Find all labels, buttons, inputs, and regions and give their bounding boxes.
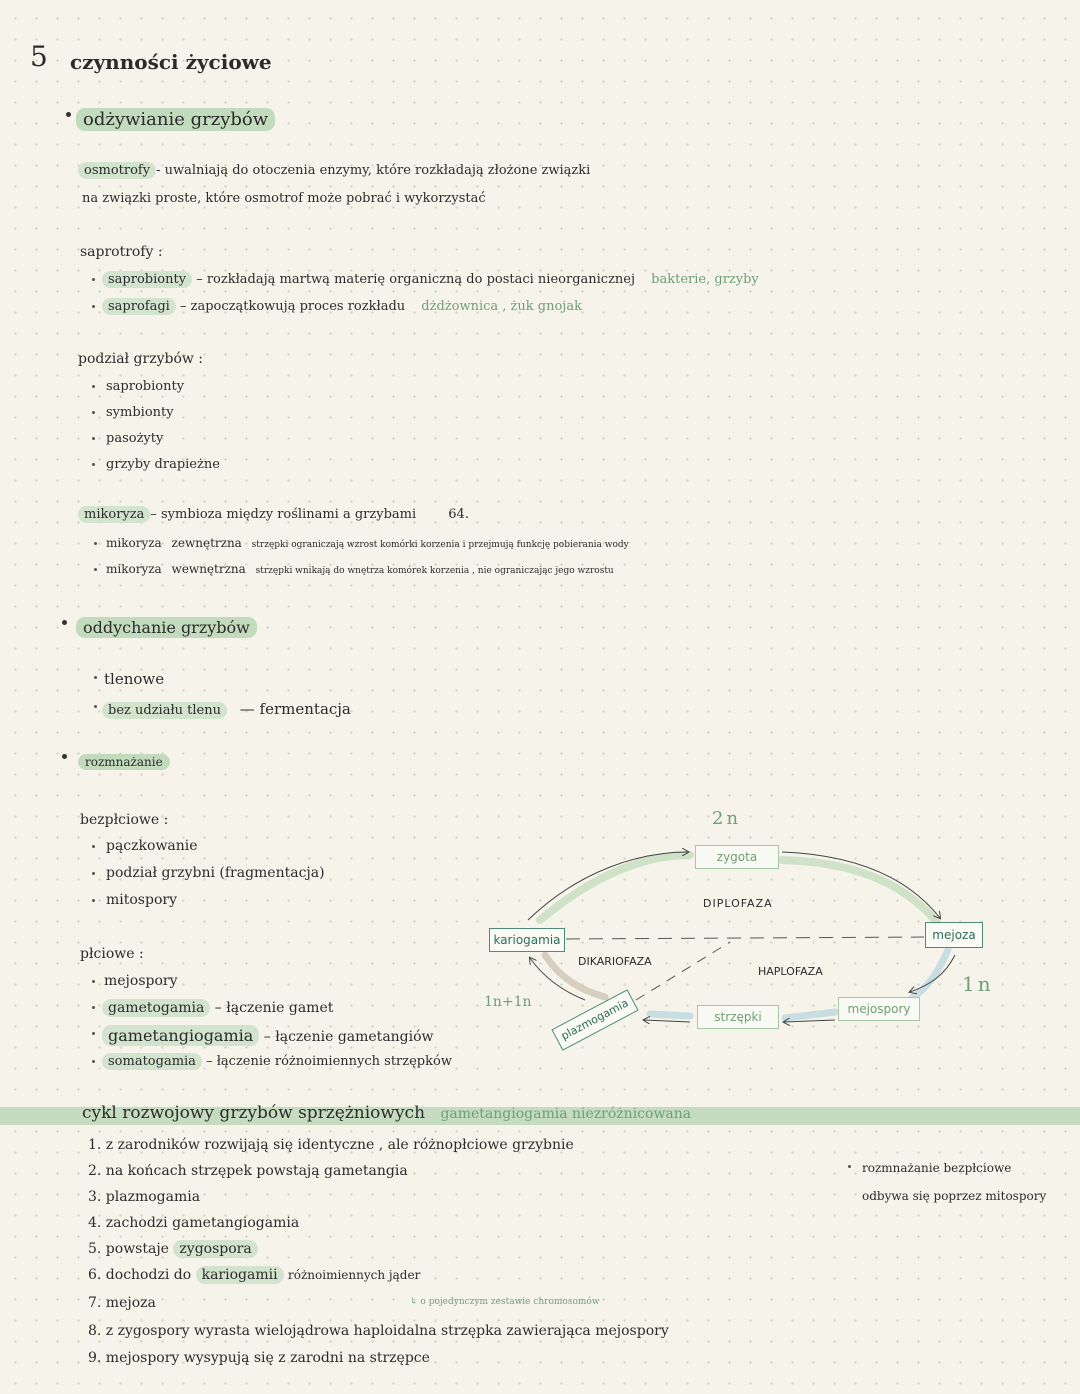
side-note-line: rozmnażanie bezpłciowe xyxy=(862,1161,1012,1175)
saprotroph-example: bakterie, grzyby xyxy=(651,272,759,287)
mycorrhiza-item-text: strzępki wnikają do wnętrza komórek korzenia , nie ograniczając jego wzrostu xyxy=(255,566,614,576)
division-label: podział grzybów : xyxy=(78,351,204,367)
reproduction-heading: rozmnażanie xyxy=(78,754,170,770)
sexual-text: – łączenie gamet xyxy=(214,1000,334,1016)
saprotroph-text: – rozkładają martwą materię organiczną do postaci nieorganicznej xyxy=(196,272,636,287)
respiration-heading: oddychanie grzybów xyxy=(76,617,257,638)
cycle-step: 1. z zarodników rozwijają się identyczne , ale różnopłciowe grzybnie xyxy=(88,1137,574,1153)
step-annotation xyxy=(410,1297,600,1307)
section-number: 5 xyxy=(30,40,48,73)
kariogamia-box: kariogamia xyxy=(489,928,565,952)
cycle-step: 2. na końcach strzępek powstają gametangia xyxy=(88,1163,408,1179)
step-text: 5. powstaje xyxy=(88,1241,169,1257)
cycle-step xyxy=(88,1267,420,1283)
saprotroph-term: saprofagi xyxy=(102,298,176,315)
saprotroph-term: saprobionty xyxy=(102,271,192,288)
mycorrhiza-item-term: mikoryza xyxy=(106,562,162,576)
step-text: 6. dochodzi do xyxy=(88,1267,192,1283)
nutrition-heading: odżywianie grzybów xyxy=(76,108,275,131)
diplophase-label: DIPLOFAZA xyxy=(703,897,773,910)
saprotrophs-label: saprotrofy : xyxy=(80,244,163,260)
asexual-item: podział grzybni (fragmentacja) xyxy=(106,865,325,881)
step-term: zygospora xyxy=(173,1240,257,1258)
sexual-item: mejospory xyxy=(104,973,178,989)
asexual-label: bezpłciowe : xyxy=(80,812,169,828)
division-item: symbionty xyxy=(106,405,174,420)
mejospory-box: mejospory xyxy=(838,997,920,1021)
cycle-step: 8. z zygospory wyrasta wielojądrowa haploidalna strzępka zawierająca mejospory xyxy=(88,1323,669,1339)
page-title: czynności życiowe xyxy=(70,50,272,74)
mejoza-box: mejoza xyxy=(925,922,983,948)
mycorrhiza-term: mikoryza xyxy=(78,506,150,523)
saprotroph-example: dżdżownica , żuk gnojak xyxy=(421,299,582,314)
cycle-step: 3. plazmogamia xyxy=(88,1189,201,1205)
phase-divider-diagonal xyxy=(636,942,730,1000)
phase-divider-dashed xyxy=(566,937,924,939)
respiration-aerobic: tlenowe xyxy=(104,670,165,688)
arrow-to-kariogamia xyxy=(530,958,585,1000)
label-1n: 1n xyxy=(962,972,994,996)
division-item: saprobionty xyxy=(106,379,185,394)
arrow-to-plazmogamia xyxy=(644,1020,690,1022)
step-text: różnoimiennych jąder xyxy=(288,1268,421,1282)
list-bullet xyxy=(848,1165,851,1168)
cycle-step: 9. mejospory wysypują się z zarodni na strzępce xyxy=(88,1350,430,1366)
label-1n-plus-1n: 1n+1n xyxy=(484,994,532,1010)
saprotroph-text: – zapoczątkowują proces rozkładu xyxy=(179,299,406,314)
cycle-title xyxy=(82,1103,691,1123)
osmotrophs-line-2: na związki proste, które osmotrof może pobrać i wykorzystać xyxy=(82,191,486,206)
mycorrhiza-item-kind: wewnętrzna xyxy=(171,562,246,576)
mycorrhiza-item-text: strzępki ograniczają wzrost komórki korzenia i przejmują funkcję pobierania wody xyxy=(251,540,629,550)
strzepki-box: strzępki xyxy=(697,1005,779,1029)
side-note-line: odbywa się poprzez mitospory xyxy=(862,1189,1047,1203)
mycorrhiza-text: – symbioza między roślinami a grzybami xyxy=(150,507,417,522)
osmotrophs-term: osmotrofy xyxy=(78,162,156,179)
asexual-item: pączkowanie xyxy=(106,838,198,854)
division-item: pasożyty xyxy=(106,431,164,446)
sexual-term: gametogamia xyxy=(102,999,210,1017)
osmotrophs-text: - uwalniają do otoczenia enzymy, które rozkładają złożone związki xyxy=(156,163,591,178)
asexual-item: mitospory xyxy=(106,892,177,908)
cycle-step xyxy=(88,1241,258,1257)
anaerobic-term: bez udziału tlenu xyxy=(102,702,227,719)
plazmogamia-box: plazmogamia xyxy=(551,989,638,1051)
sexual-term: somatogamia xyxy=(102,1053,202,1070)
dikaryophase-label: DIKARIOFAZA xyxy=(578,955,652,968)
cycle-title-text: cykl rozwojowy grzybów sprzężniowych xyxy=(82,1103,426,1123)
sexual-label: płciowe : xyxy=(80,946,144,962)
division-item: grzyby drapieżne xyxy=(106,457,220,472)
haplophase-label: HAPLOFAZA xyxy=(758,965,823,978)
step-term: kariogamii xyxy=(196,1266,284,1284)
cycle-subtitle: gametangiogamia niezróżnicowana xyxy=(440,1106,692,1122)
zygota-box: zygota xyxy=(695,845,779,869)
mycorrhiza-item-term: mikoryza xyxy=(106,536,162,550)
cycle-step: 4. zachodzi gametangiogamia xyxy=(88,1215,300,1231)
sexual-text: – łączenie różnoimiennych strzępków xyxy=(206,1054,452,1069)
annotation-arrow-icon: ↳ xyxy=(410,1297,418,1307)
page-reference: 64. xyxy=(448,507,469,522)
mycorrhiza-item-kind: zewnętrzna xyxy=(171,536,242,550)
sexual-text: – łączenie gametangiów xyxy=(263,1029,434,1045)
label-2n: 2n xyxy=(712,808,742,829)
sexual-term: gametangiogamia xyxy=(102,1025,259,1046)
anaerobic-text: — fermentacja xyxy=(239,700,351,718)
cycle-step: 7. mejoza xyxy=(88,1295,156,1311)
annotation-text: o pojedynczym zestawie chromosomów xyxy=(420,1297,600,1307)
